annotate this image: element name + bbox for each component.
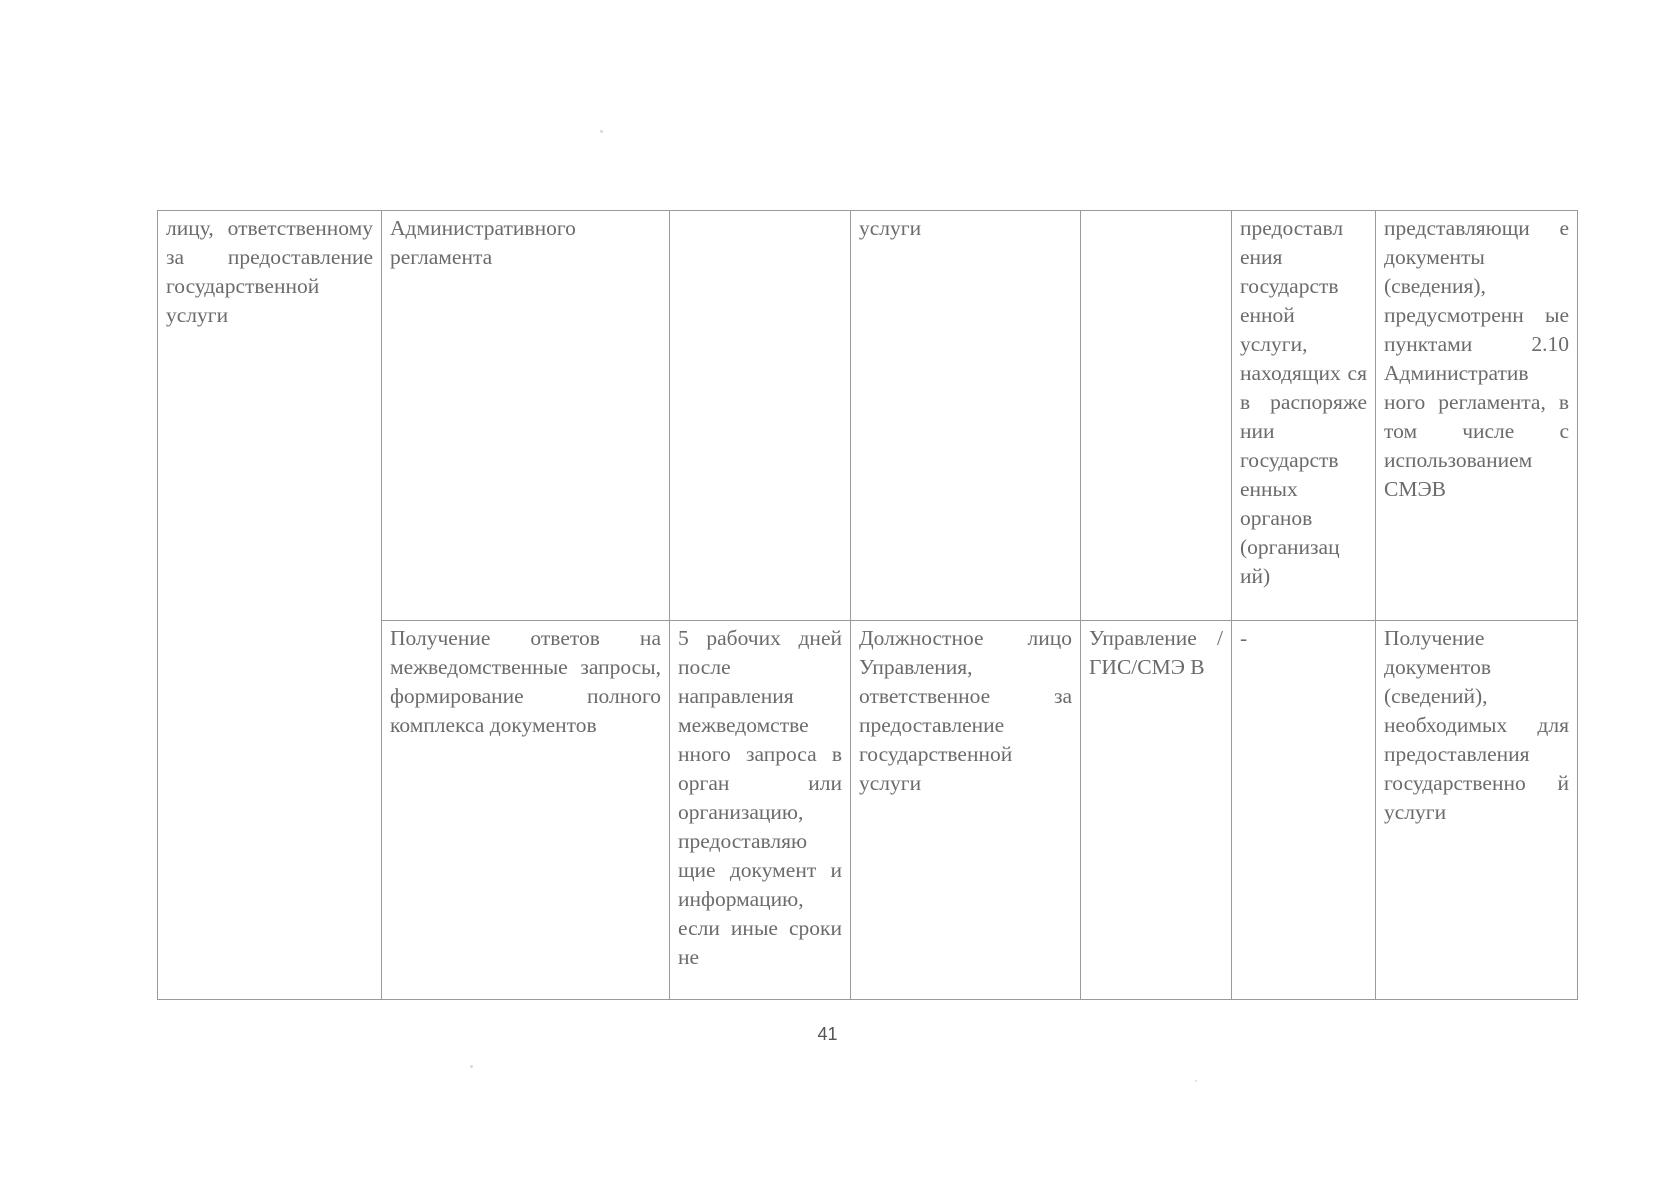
scan-speck (600, 130, 603, 133)
table-cell (670, 621, 851, 1000)
table-cell (851, 621, 1081, 1000)
table-cell (1232, 211, 1376, 621)
table-cell (382, 621, 670, 1000)
table-cell (382, 211, 670, 621)
cell-text: лицу, ответственному за предоставление государственной услуги (166, 216, 373, 327)
table-cell (1081, 621, 1232, 1000)
cell-text: - (1240, 626, 1248, 650)
table-cell (1376, 621, 1578, 1000)
procedure-table (157, 210, 1578, 1000)
scan-speck (1195, 1080, 1197, 1082)
page-number: 41 (817, 1024, 838, 1044)
cell-text: услуги (859, 216, 922, 240)
scan-speck (470, 1065, 473, 1068)
table-row (158, 211, 1578, 621)
cell-text: предоставл ения государств енной услуги, находящих ся в распоряже нии государств енных органов (организац ий) (1240, 216, 1367, 588)
table-cell (158, 211, 382, 1000)
cell-text: 5 рабочих дней после направления межведомстве нного запроса в орган или организацию, предоставляю щие документ и информацию, если иные сроки не (678, 626, 842, 969)
cell-text: Получение документов (сведений), необходимых для предоставления государственно й услуги (1384, 626, 1569, 824)
table-cell (1376, 211, 1578, 621)
table-cell (851, 211, 1081, 621)
table-cell (670, 211, 851, 621)
cell-text: представляющи е документы (сведения), предусмотренн ые пунктами 2.10 Административ ного регламента, в том числе с использованием СМЭВ (1384, 216, 1569, 501)
table-cell (1232, 621, 1376, 1000)
cell-text: Получение ответов на межведомственные запросы, формирование полного комплекса документов (390, 626, 661, 737)
table-cell (1081, 211, 1232, 621)
cell-text: Управление /ГИС/СМЭ В (1089, 626, 1223, 679)
cell-text: Административного регламента (390, 216, 576, 269)
cell-text: Должностное лицо Управления, ответственное за предоставление государственной услуги (859, 626, 1072, 795)
